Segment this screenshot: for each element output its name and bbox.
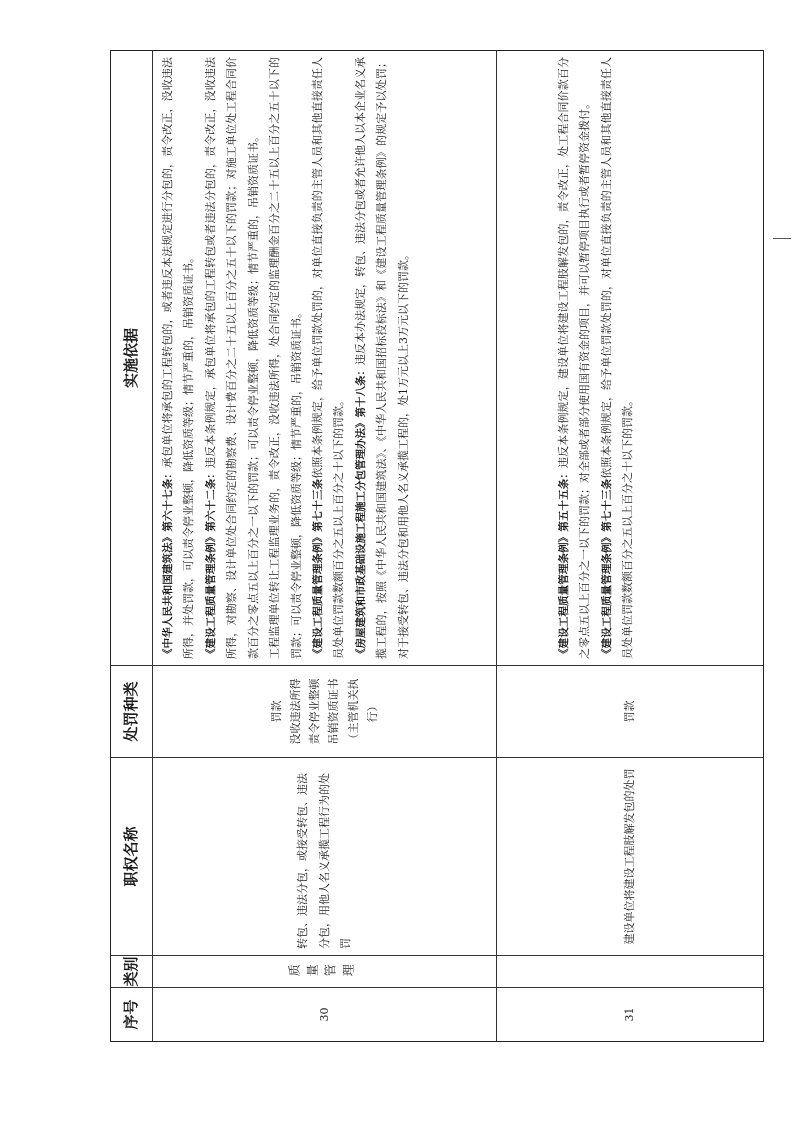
basis-paragraph bbox=[200, 57, 264, 659]
penalty-item: 吊销资质证书 bbox=[327, 678, 341, 745]
basis-paragraph bbox=[596, 57, 639, 659]
header-no: 序号 bbox=[111, 987, 152, 1041]
law-text: 工程监理单位转让工程监理业务的，责令改正，没收违法所得，处合同约定的监理酬金百分之二十五以上百分之五十以下的罚款；可以责令停业整顿，降低资质等级；情节严重的，吊销资质证书。 bbox=[268, 57, 303, 659]
basis-paragraph bbox=[350, 57, 414, 659]
law-citation: 《建设工程质量管理条例》第六十二条： bbox=[204, 468, 217, 659]
penalty-item: （主管机关执行） bbox=[346, 678, 379, 745]
basis-paragraph bbox=[157, 57, 200, 659]
law-text: 违反本条例规定，承包单位将承包的工程转包或者违法分包的，责令改正，没收违法所得，对勘察、设计单位处合同约定的勘察费、设计费百分之二十五以上百分之五十以下的罚款；对施工单位处工程合同价款百分之零点五以上百分之一以下的罚款；可以责令停业整顿，降低资质等级；情节严重的，吊销资质证书。 bbox=[203, 57, 260, 659]
penalty-item: 罚款 bbox=[269, 700, 283, 723]
law-citation: 《中华人民共和国建筑法》第六十七条： bbox=[161, 468, 174, 659]
row-number: 31 bbox=[497, 987, 763, 1041]
legal-basis bbox=[153, 51, 496, 665]
power-name bbox=[153, 757, 496, 955]
law-text: 依照本条例规定，给予单位罚款处罚的，对单位直接负责的主管人员和其他直接责任人员处单位罚款数额百分之五以上百分之十以下的罚款。 bbox=[599, 56, 635, 659]
header-penalty: 处罚种类 bbox=[111, 665, 152, 757]
law-text: 违反本条例规定，建设单位将建设工程肢解发包的，责令改正，处工程合同价款百分之零点五以上百分之一以下的罚款；对全部或者部分使用国有资金的项目，并可以暂停项目执行或者暂停资金拨付。 bbox=[556, 57, 592, 659]
header-type: 类别 bbox=[111, 955, 152, 987]
law-text: 依照本条例规定，给予单位罚款处罚的，对单位直接负责的主管人员和其他直接责任人员处单位罚款数额百分之五以上百分之十以下的罚款。 bbox=[311, 56, 346, 659]
penalty-item: 责令停业整顿 bbox=[308, 678, 322, 745]
category-label: 质量管理 bbox=[288, 963, 361, 978]
law-text: 违反本办法规定，转包、违法分包或者允许他人以本企业名义承揽工程的，按照《中华人民共和国建筑法》、《中华人民共和国招标投标法》和《建设工程质量管理条例》的规定予以处罚；对于接受转包、违法分包和用他人名义承揽工程的，处1万元以上3万元以下的罚款。 bbox=[353, 57, 410, 659]
power-name-text: 转包、违法分包，或接受转包、违法分包，用他人名义承揽工程行为的处罚 bbox=[296, 773, 353, 949]
table-row bbox=[497, 51, 763, 1041]
penalty-item: 没收违法所得 bbox=[288, 678, 302, 745]
row-number: 30 bbox=[153, 987, 496, 1041]
law-citation: 《建设工程质量管理条例》第五十五条： bbox=[557, 468, 570, 659]
header-basis: 实施依据 bbox=[121, 328, 140, 389]
legal-basis bbox=[497, 51, 763, 665]
penalty-table bbox=[110, 50, 764, 1042]
penalty-types bbox=[153, 665, 496, 757]
power-name-text: 建设单位将建设工程肢解发包的处罚 bbox=[623, 768, 637, 945]
header-name: 职权名称 bbox=[111, 757, 152, 955]
category-cell bbox=[153, 955, 496, 987]
power-name bbox=[497, 757, 763, 955]
page-edge-mark bbox=[773, 238, 791, 239]
basis-paragraph bbox=[307, 57, 350, 659]
basis-paragraph bbox=[264, 57, 307, 659]
category-cell bbox=[497, 955, 763, 987]
basis-paragraph bbox=[553, 57, 596, 659]
law-text: 承包单位将承包的工程转包的，或者违反本法规定进行分包的，责令改正，没收违法所得，并处罚款，可以责令停业整顿，降低资质等级；情节严重的，吊销资质证书。 bbox=[160, 57, 196, 659]
law-citation: 《建设工程质量管理条例》第七十三条 bbox=[312, 478, 324, 659]
table-header-row bbox=[111, 51, 153, 1041]
law-citation: 《建设工程质量管理条例》第七十三条 bbox=[600, 478, 613, 659]
law-citation: 《房屋建筑和市政基础设施工程施工分包管理办法》第十八条： bbox=[354, 365, 367, 659]
penalty-types bbox=[497, 665, 763, 757]
penalty-item: 罚款 bbox=[623, 700, 637, 723]
table-row bbox=[153, 51, 497, 1041]
